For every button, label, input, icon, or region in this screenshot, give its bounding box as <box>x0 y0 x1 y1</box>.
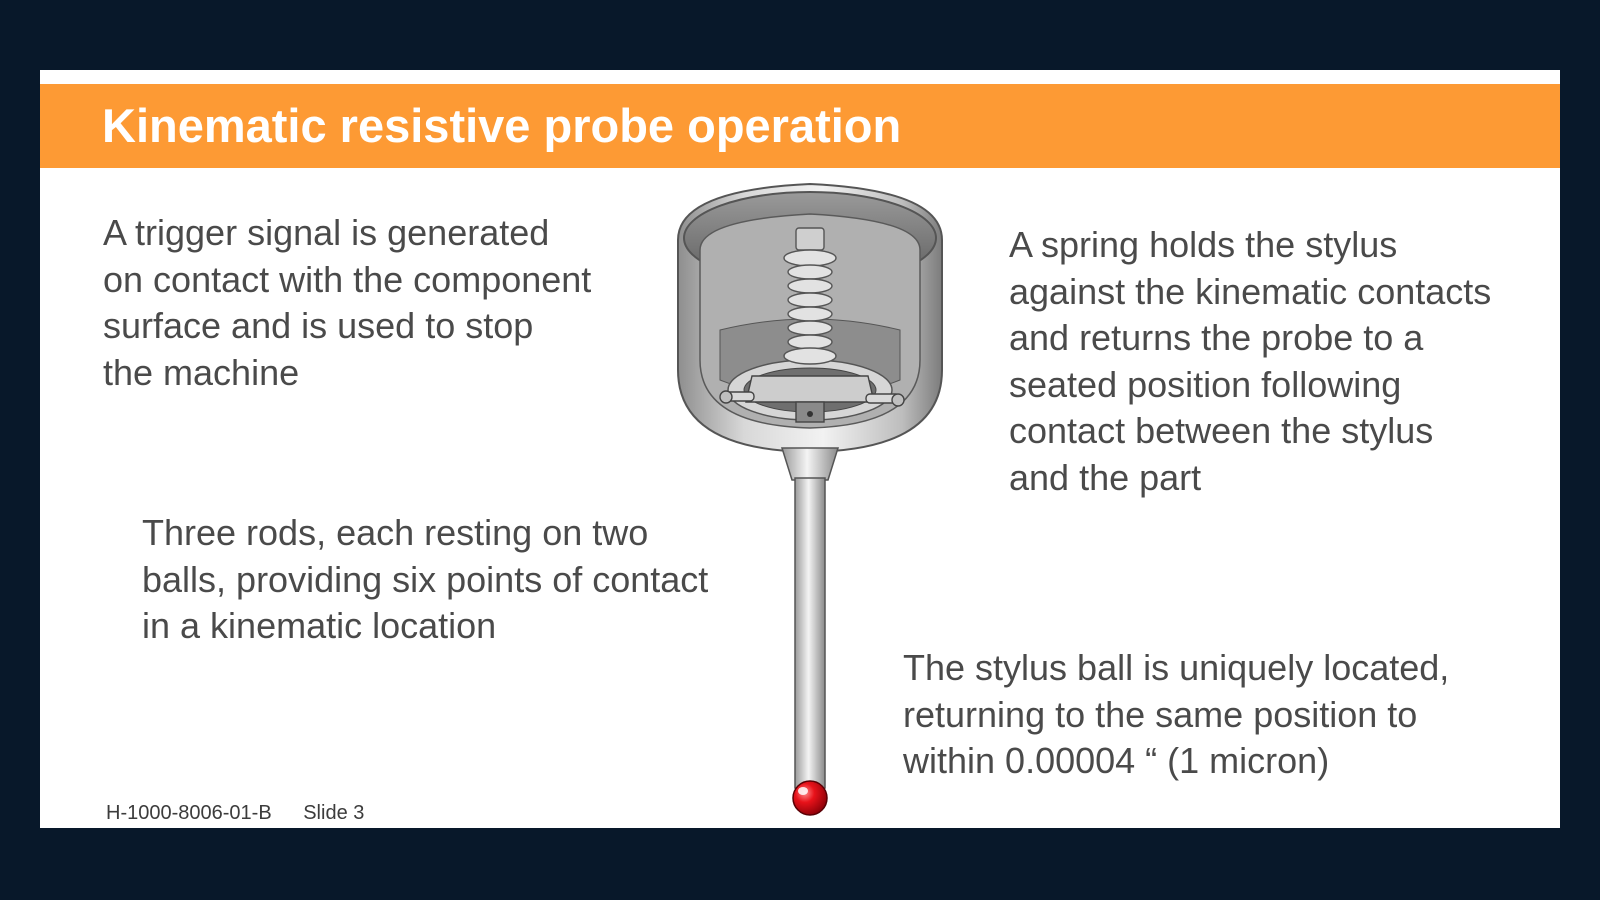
spring-description-text <box>1009 222 1491 501</box>
text-line: contact between the stylus <box>1009 410 1434 451</box>
text-line: A spring holds the stylus <box>1009 224 1398 265</box>
text-line: against the kinematic contacts <box>1009 270 1492 312</box>
stylus-ball-text <box>903 645 1449 785</box>
text-line: surface and is used to stop <box>103 305 534 346</box>
text-line: The stylus ball is uniquely located, <box>903 647 1450 688</box>
rods-description-text <box>142 510 708 650</box>
text-line: within 0.00004 “ (1 micron) <box>903 740 1330 781</box>
text-line: Three rods, each resting on two <box>142 512 649 553</box>
text-line: the machine <box>103 351 300 393</box>
text-line: in a kinematic location <box>142 605 497 646</box>
text-line: A trigger signal is generated <box>103 212 550 253</box>
slide-number: Slide 3 <box>303 802 365 824</box>
stylus-shaft <box>782 448 838 788</box>
text-line: and returns the probe to a <box>1009 317 1424 358</box>
trigger-signal-text <box>103 210 591 396</box>
stylus-ball-icon <box>793 781 827 815</box>
text-line: returning to the same position to <box>903 693 1418 735</box>
slide-footer <box>106 802 390 825</box>
text-line: on contact with the component <box>103 258 592 300</box>
slide <box>40 70 1560 828</box>
document-id: H-1000-8006-01-B <box>106 802 272 824</box>
slide-title: Kinematic resistive probe operation <box>102 99 902 152</box>
text-line: balls, providing six points of contact <box>142 558 709 600</box>
text-line: and the part <box>1009 456 1202 498</box>
text-line: seated position following <box>1009 363 1402 405</box>
kinematic-probe-illustration <box>660 180 960 828</box>
title-bar <box>40 84 1560 168</box>
